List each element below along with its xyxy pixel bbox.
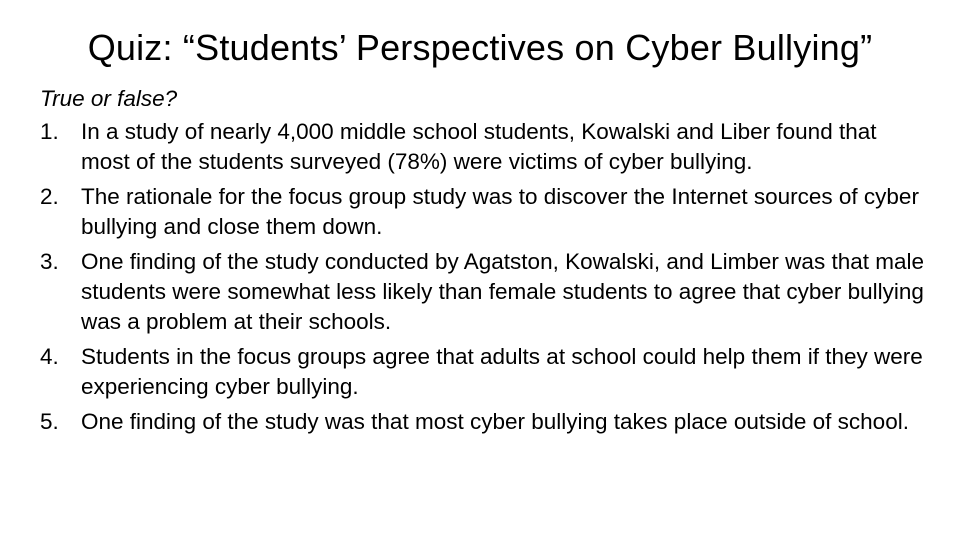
question-item <box>40 407 930 437</box>
question-text: The rationale for the focus group study was to discover the Internet sources of cyber bullying and close them down. <box>81 184 919 239</box>
question-number: 3. <box>40 249 59 274</box>
question-text: In a study of nearly 4,000 middle school students, Kowalski and Liber found that most of the students surveyed (78%) were victims of cyber bullying. <box>81 119 877 174</box>
question-number: 2. <box>40 184 59 209</box>
quiz-instruction: True or false? <box>40 86 178 111</box>
question-item <box>40 247 930 337</box>
question-number: 5. <box>40 409 59 434</box>
question-item <box>40 182 930 242</box>
question-list <box>40 117 930 437</box>
question-item <box>40 342 930 402</box>
question-text: Students in the focus groups agree that adults at school could help them if they were experiencing cyber bullying. <box>81 344 923 399</box>
slide-title: Quiz: “Students’ Perspectives on Cyber Bullying” <box>87 27 873 68</box>
slide-body <box>40 84 930 442</box>
question-number: 4. <box>40 344 59 369</box>
question-text: One finding of the study conducted by Agatston, Kowalski, and Limber was that male students were somewhat less likely than female students to agree that cyber bullying was a problem at their schools. <box>81 249 924 334</box>
question-number: 1. <box>40 119 59 144</box>
question-item <box>40 117 930 177</box>
question-text: One finding of the study was that most cyber bullying takes place outside of school. <box>81 409 909 434</box>
